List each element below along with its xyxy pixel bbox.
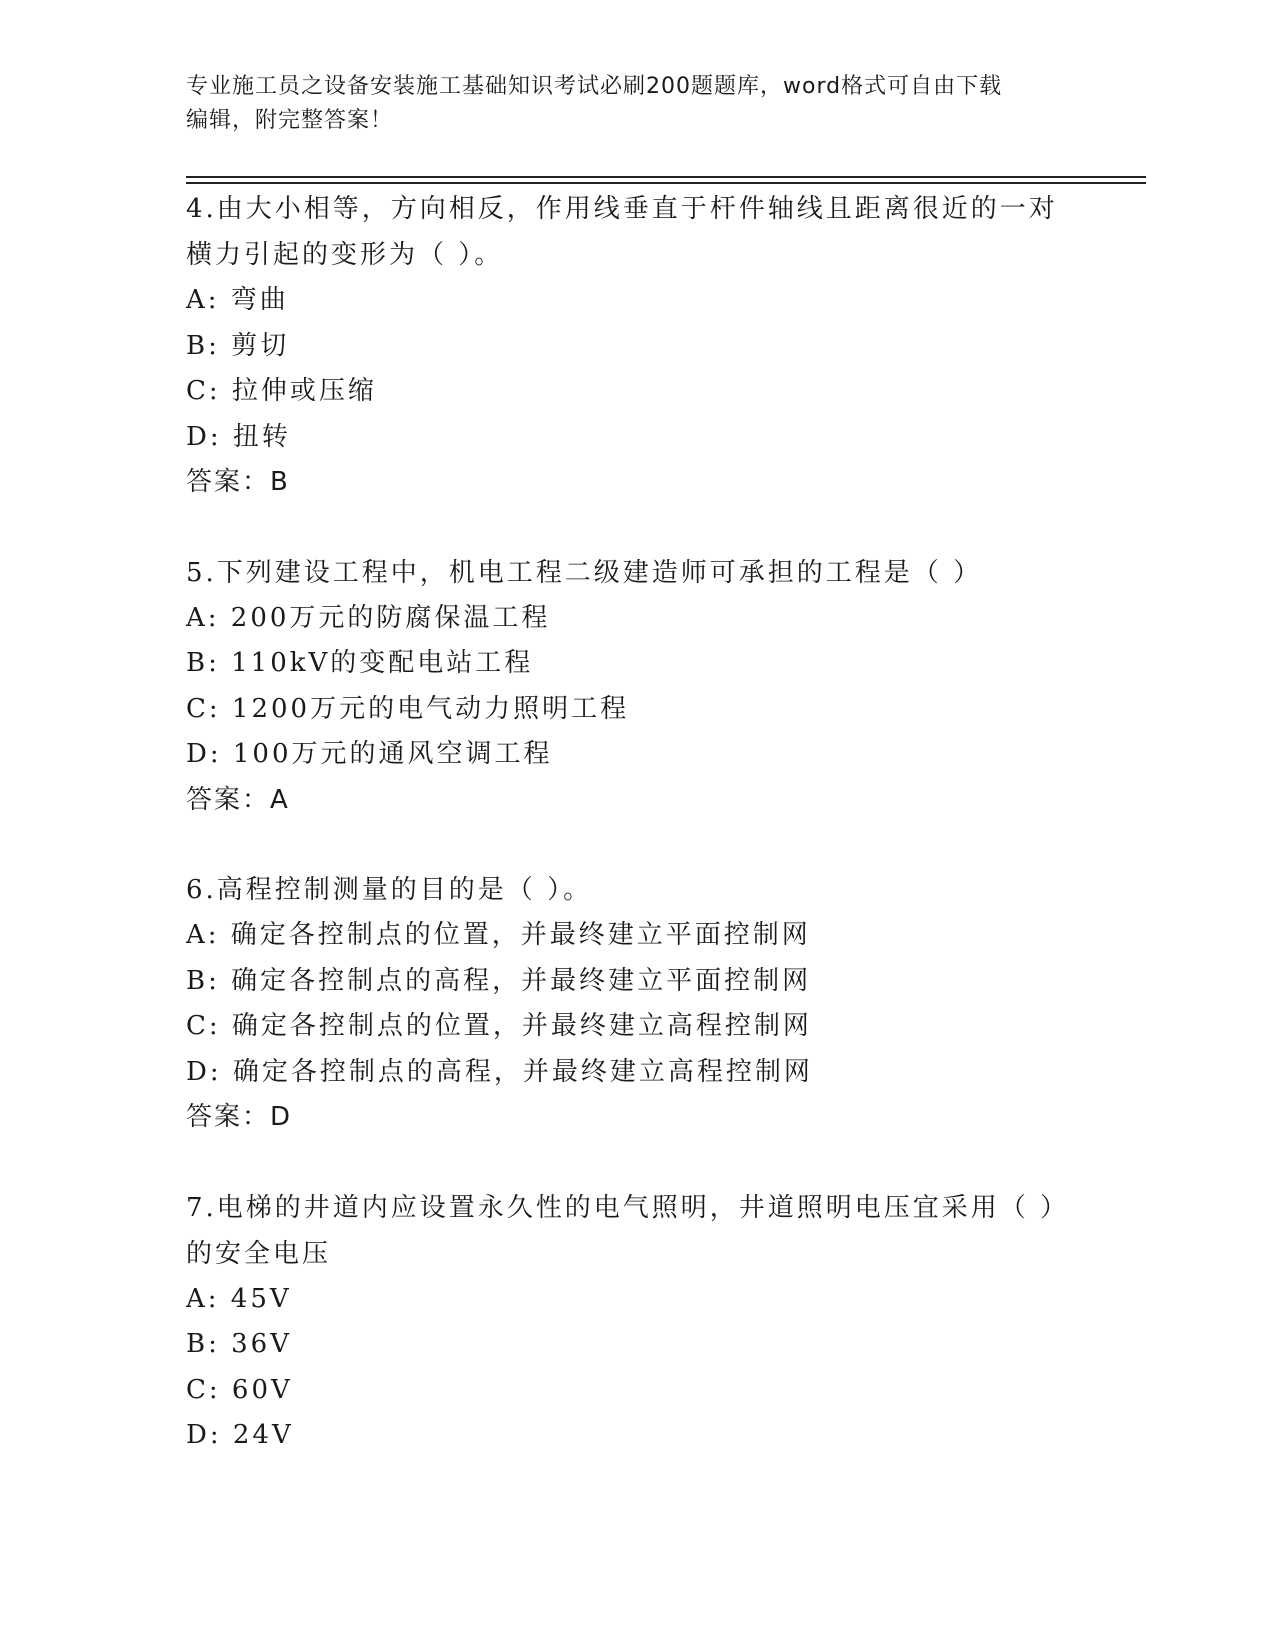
option-b: B: 110kV的变配电站工程: [186, 648, 534, 678]
option-c: C: 1200万元的电气动力照明工程: [186, 693, 630, 724]
header-divider-bottom: [186, 182, 1146, 184]
option-c: C: 60V: [186, 1374, 293, 1405]
option-b: B: 剪切: [186, 330, 290, 361]
option-a: A: 200万元的防腐保温工程: [186, 602, 551, 633]
question-stem-continued: 的安全电压: [186, 1238, 332, 1269]
answer: 答案：A: [186, 784, 290, 815]
question-stem: 7.电梯的井道内应设置永久性的电气照明，井道照明电压宜采用（ ）: [186, 1192, 1070, 1223]
question-stem-continued: 横力引起的变形为（ ）。: [186, 240, 504, 270]
option-d: D: 100万元的通风空调工程: [186, 739, 553, 769]
question-5: [186, 550, 1086, 824]
document-header: [186, 70, 1086, 138]
option-a: A: 弯曲: [186, 285, 289, 315]
question-list: [186, 186, 1086, 1503]
option-a: A: 45V: [186, 1283, 292, 1314]
question-stem: 4.由大小相等，方向相反，作用线垂直于杆件轴线且距离很近的一对: [186, 194, 1058, 224]
question-4: [186, 186, 1086, 506]
option-a: A: 确定各控制点的位置，并最终建立平面控制网: [186, 920, 811, 950]
header-line-1: 专业施工员之设备安装施工基础知识考试必刷200题题库，word格式可自由下载: [186, 74, 1003, 99]
answer: 答案：D: [186, 1102, 293, 1132]
question-stem: 6.高程控制测量的目的是（ ）。: [186, 875, 593, 905]
option-b: B: 36V: [186, 1329, 292, 1359]
option-d: D: 24V: [186, 1420, 294, 1450]
question-stem: 5.下列建设工程中，机电工程二级建造师可承担的工程是（ ）: [186, 557, 983, 588]
question-6: [186, 867, 1086, 1141]
option-d: D: 确定各控制点的高程，并最终建立高程控制网: [186, 1056, 813, 1087]
answer: 答案：B: [186, 467, 290, 497]
option-d: D: 扭转: [186, 421, 291, 452]
question-7: [186, 1185, 1086, 1459]
header-line-2: 编辑，附完整答案！: [186, 108, 394, 133]
option-b: B: 确定各控制点的高程，并最终建立平面控制网: [186, 965, 812, 996]
option-c: C: 拉伸或压缩: [186, 376, 377, 406]
option-c: C: 确定各控制点的位置，并最终建立高程控制网: [186, 1011, 812, 1041]
header-divider-top: [186, 176, 1146, 178]
